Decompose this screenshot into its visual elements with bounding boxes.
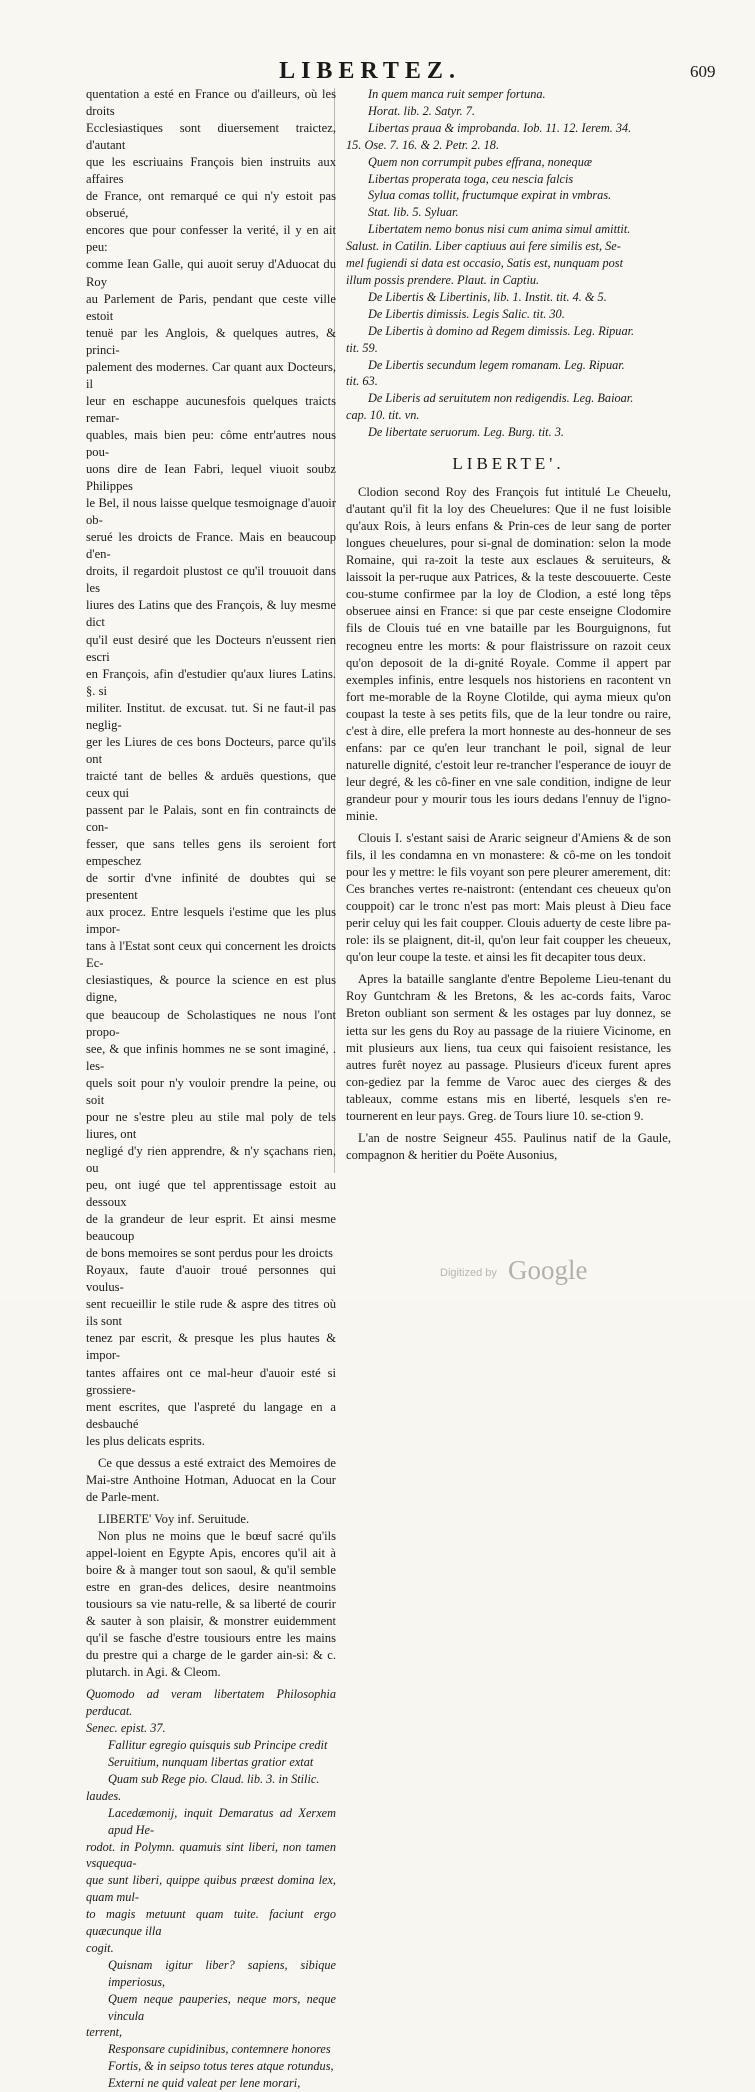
text-line: Ecclesiastiques sont diuersement traictez, d'autant bbox=[86, 121, 336, 153]
text-line: droits, il regardoit plustost ce qu'il trouuoit dans les bbox=[86, 564, 336, 596]
text-line: de sortir d'vne infinité de doubtes qui se presentent bbox=[86, 871, 336, 903]
latin-line: Quem neque pauperies, neque mors, neque vincula bbox=[108, 1991, 336, 2023]
latin-line: rodot. in Polymn. quamuis sint liberi, non tamen vsquequa- bbox=[86, 1839, 336, 1871]
digitized-by-label: Digitized by bbox=[440, 1267, 497, 1279]
reference-line: cap. 10. tit. vn. bbox=[346, 408, 420, 423]
reference-line: De Liberis ad seruitutem non redigendis. Leg. Baioar. bbox=[368, 391, 634, 406]
text-line: liures des Latins que des François, & luy mesme dict bbox=[86, 598, 336, 630]
latin-line: laudes. bbox=[86, 1788, 122, 1803]
reference-line: Salust. in Catilin. Liber captiuus aui fere similis est, Se- bbox=[346, 239, 621, 254]
text-line: quables, mais bien peu: côme entr'autres nous pou- bbox=[86, 427, 336, 459]
latin-line: Fallitur egregio quisquis sub Principe credit bbox=[108, 1738, 328, 1753]
text-line: passent par le Palais, sont en fin contraincts de con- bbox=[86, 802, 336, 835]
reference-line: De Libertis dimissis. Legis Salic. tit. 30. bbox=[368, 306, 565, 321]
reference-line: Sylua comas tollit, fructumque expirat in vmbras. bbox=[368, 188, 612, 203]
text-line: au Parlement de Paris, pendant que ceste ville estoit bbox=[86, 291, 336, 323]
liberte-cross-reference: LIBERTE' Voy inf. Seruitude. bbox=[98, 1511, 250, 1526]
extract-note-paragraph: Ce que dessus a esté extraict des Memoires de Mai-stre Anthoine Hotman, Aduocat en la Cour de Parle-ment. bbox=[86, 1455, 336, 1504]
reference-line: Quem non corrumpit pubes effrana, nonequæ bbox=[368, 154, 593, 169]
text-line: ger les Liures de ces bons Docteurs, parce qu'ils ont bbox=[86, 734, 336, 766]
latin-line: Quam sub Rege pio. Claud. lib. 3. in Stilic. bbox=[108, 1771, 320, 1786]
latin-line: Fortis, & in seipso totus teres atque rotundus, bbox=[108, 2059, 334, 2074]
text-line: encores que pour confesser la verité, il y en ait peu: bbox=[86, 223, 336, 255]
text-line: en François, afin d'estudier qu'aux liures Latins. §. si bbox=[86, 666, 336, 698]
text-line: aux procez. Entre lesquels i'estime que les plus impor- bbox=[86, 905, 336, 937]
text-line: pour ne s'estre pleu au stile mal poly de tels liures, ont bbox=[86, 1109, 336, 1141]
latin-line: Lacedæmonij, inquit Demaratus ad Xerxem apud He- bbox=[108, 1805, 336, 1837]
reference-line: De Libertis secundum legem romanam. Leg. Ripuar. bbox=[368, 357, 625, 372]
digitized-watermark bbox=[440, 1255, 640, 1295]
reference-line: In quem manca ruit semper fortuna. bbox=[368, 87, 546, 101]
latin-line: to magis metuunt quam tuite. faciunt ergo quæcunque illa bbox=[86, 1907, 336, 1939]
clodion-paragraph: Clodion second Roy des François fut intitulé Le Cheuelu, d'autant qu'il fit la loy des Cheuelures: Que il ne fust loisible qu'aux Rois, à leurs enfans & Prin-ces de leur sang de porter longues cheuelures, pour si-gnal de domination: selon la mode Romaine, qui ra-zoit la teste aux esclaues & seruiteurs, & laissoit la per-ruque aux Patrices, & la teste descouuerte. Ceste cou-stume confirmee par la loy de Clodion, a esté long têps obseruee ainsi en France: si que par ceste enseigne Clodomire fils de Clouis tué en vne bataille par les Bourguignons, fut recogneu entre les morts: & pour flaistrissure on razoit ceux qu'on deposoit de la di-gnité Royale. Comme il appert par exemples infinis, entre lesquels nos historiens en racontent vn fort me-morable de la Royne Clotilde, qui ayma mieux qu'on coupast la teste à ses petits fils, que de la leur tondre ou raire, c'est à dire, elle prefera la mort honneste au des-honneur de ses enfans: par ce qu'en leur tranchant le poil, signal de leur naturelle dignité, c'estoit leur re-trancher l'esperance de iouyr de leur degré, & les cô-finer en vne sale condition, indigne de leur grandeur pour y mourir tous les iours dedans l'ennuy de l'igno-minie. bbox=[346, 485, 671, 823]
latin-line: Seruitium, nunquam libertas gratior extat bbox=[108, 1754, 314, 1769]
text-line: sent recueillir le stile rude & aspre des titres où ils sont bbox=[86, 1297, 336, 1329]
text-line: tenez par escrit, & presque les plus hautes & impor- bbox=[86, 1331, 336, 1363]
text-line: de bons memoires se sont perdus pour les droicts bbox=[86, 1246, 333, 1261]
running-title: LIBERTEZ. bbox=[279, 58, 461, 84]
reference-line: Stat. lib. 5. Syluar. bbox=[368, 205, 459, 220]
text-line: tantes affaires ont ce mal-heur d'auoir esté si grossiere- bbox=[86, 1365, 336, 1397]
left-continuation-text bbox=[86, 86, 336, 1450]
reference-line: Libertatem nemo bonus nisi cum anima simul amittit. bbox=[368, 222, 631, 237]
apis-paragraph: Non plus ne moins que le bœuf sacré qu'ils appel-loient en Egypte Apis, encores qu'il ait à boire & à manger tout son saoul, & qu'il semble estre en gran-des delices, desire neantmoins tousiours sa vie natu-relle, & sa liberté de courir & sauter à son plaisir, & monstrer euidemment qu'il se fasche d'estre tousiours entre les mains du prestre qui a charge de le garder ain-si: & c. plutarch. in Agi. & Cleom. bbox=[86, 1528, 336, 1680]
latin-line: Quisnam igitur liber? sapiens, sibique imperiosus, bbox=[108, 1957, 336, 1989]
reference-line: De Libertis & Libertinis, lib. 1. Instit. tit. 4. & 5. bbox=[368, 289, 607, 304]
reference-line: Libertas properata toga, ceu nescia falcis bbox=[368, 171, 574, 186]
text-line: ment escrites, que l'aspreté du langage en a desbauché bbox=[86, 1399, 336, 1431]
text-line: leur en eschappe aucunesfois quelques traicts remar- bbox=[86, 393, 336, 425]
text-line: fesser, que sans telles gens ils seroient fort empeschez bbox=[86, 837, 336, 869]
text-line: quentation a esté en France ou d'ailleurs, où les droits bbox=[86, 87, 336, 119]
reference-line: tit. 63. bbox=[346, 374, 378, 389]
text-line: see, & que infinis hommes ne se sont imaginé, . les- bbox=[86, 1041, 336, 1073]
right-latin-references bbox=[346, 86, 671, 441]
reference-line: Libertas praua & improbanda. Iob. 11. 12. Ierem. 34. bbox=[368, 120, 632, 135]
reference-line: De Libertis à domino ad Regem dimissis. Leg. Ripuar. bbox=[368, 323, 635, 338]
reference-line: mel fugiendi si data est occasio, Satis est, nunquam post bbox=[346, 256, 624, 271]
reference-line: illum possis prendere. Plaut. in Captiu. bbox=[346, 272, 540, 287]
text-line: traicté tant de belles & arduës questions, que ceux qui bbox=[86, 768, 336, 800]
latin-line: Responsare cupidinibus, contemnere honores bbox=[108, 2042, 331, 2057]
reference-line: 15. Ose. 7. 16. & 2. Petr. 2. 18. bbox=[346, 137, 500, 152]
text-line: militer. Institut. de excusat. tut. Si ne faut-il pas neglig- bbox=[86, 700, 336, 732]
latin-line: terrent, bbox=[86, 2025, 123, 2040]
text-line: Royaux, faute d'auoir troué personnes qui voulus- bbox=[86, 1263, 336, 1295]
page-number: 609 bbox=[690, 62, 716, 81]
latin-line: que sunt liberi, quippe quibus præest domina lex, quam mul- bbox=[86, 1873, 336, 1905]
text-line: que beaucoup de Scholastiques ne nous l'ont propo- bbox=[86, 1007, 336, 1039]
text-line: les plus delicats esprits. bbox=[86, 1433, 205, 1448]
text-line: uons dire de Iean Fabri, lequel viuoit soubz Philippes bbox=[86, 462, 336, 494]
text-line: clesiastiques, & pource la science en est plus digne, bbox=[86, 973, 336, 1005]
google-logo: Google bbox=[508, 1255, 588, 1285]
text-line: tans à l'Estat sont ceux qui concernent les droicts Ec- bbox=[86, 939, 336, 971]
left-column bbox=[86, 86, 336, 2091]
text-line: negligé d'y rien apprendre, & n'y sçachans rien, ou bbox=[86, 1143, 336, 1175]
text-line: palement des modernes. Car quant aux Docteurs, il bbox=[86, 359, 336, 391]
reference-line: Horat. lib. 2. Satyr. 7. bbox=[368, 103, 475, 118]
text-line: le Bel, il nous laisse quelque tesmoignage d'auoir ob- bbox=[86, 496, 336, 528]
text-line: de la grandeur de leur esprit. Et ainsi mesme beaucoup bbox=[86, 1212, 336, 1244]
text-line: comme Iean Galle, qui auoit seruy d'Aduocat du Roy bbox=[86, 257, 336, 289]
latin-line: cogit. bbox=[86, 1940, 114, 1955]
latin-quotations bbox=[86, 1686, 336, 2092]
text-line: de France, ont remarqué ce qui n'y estoit pas obserué, bbox=[86, 189, 336, 221]
right-column bbox=[336, 86, 671, 1176]
reference-line: De libertate seruorum. Leg. Burg. tit. 3. bbox=[368, 425, 564, 440]
text-line: que les escriuains François bien instruits aux affaires bbox=[86, 155, 336, 187]
text-line: peu, ont iugé que tel apprentissage estoit au dessoux bbox=[86, 1178, 336, 1210]
reference-line: tit. 59. bbox=[346, 340, 378, 355]
latin-line: Quomodo ad veram libertatem Philosophia perducat. bbox=[86, 1687, 336, 1719]
latin-line: Senec. epist. 37. bbox=[86, 1721, 166, 1736]
text-line: serué les droicts de France. Mais en beaucoup d'en- bbox=[86, 530, 336, 562]
text-line: qu'il eust desiré que les Docteurs n'eussent rien escri bbox=[86, 632, 336, 664]
text-line: tenuë par les Anglois, & quelques autres, & princi- bbox=[86, 325, 336, 357]
varoc-paragraph: Apres la bataille sanglante d'entre Bepoleme Lieu-tenant du Roy Guntchram & les Bretons, & les ac-cords faits, Varoc Breton oubliant son serment & les ostages par luy donnez, se ietta sur les gens du Roy au passage de la riuiere Vicinome, en mit plusieurs aux liens, tua ceux qui faisoient resistance, les autres furêt noyez au passage. Plusieurs d'iceux furent apres con-gediez par la femme de Varoc auec des cierges & des tableaux, comme estans mis en liberté, lesquels s'en re-tournerent en leur pays. Greg. de Tours liure 10. se-ction 9. bbox=[346, 972, 671, 1123]
text-line: quels soit pour n'y vouloir prendre la peine, ou soit bbox=[86, 1075, 336, 1107]
section-heading-liberte: LIBERTE'. bbox=[452, 454, 565, 474]
latin-line: Externi ne quid valeat per lene morari, bbox=[108, 2076, 301, 2091]
page-header bbox=[0, 58, 755, 88]
paulinus-paragraph: L'an de nostre Seigneur 455. Paulinus natif de la Gaule, compagnon & heritier du Poëte Ausonius, bbox=[346, 1130, 671, 1162]
clouis-paragraph: Clouis I. s'estant saisi de Araric seigneur d'Amiens & de son fils, il les condamna en vn monastere: & cô-me on les tondoit pour les y mettre: le fils voyant son pere pleurer amerement, dit: Ces branches vertes re-naistront: (entendant ces cheueux qu'on couppoit) car le tronc n'est pas mort: Mais pleust à Dieu face perir celuy qui les fait coupper. Clouis aduerty de ceste libre pa-role: ils se plaignent, dit-il, qu'on leur fait coupper les cheueux, qu'on leur coupe la teste. et ainsi les fit decapiter tous deux. bbox=[346, 831, 671, 965]
